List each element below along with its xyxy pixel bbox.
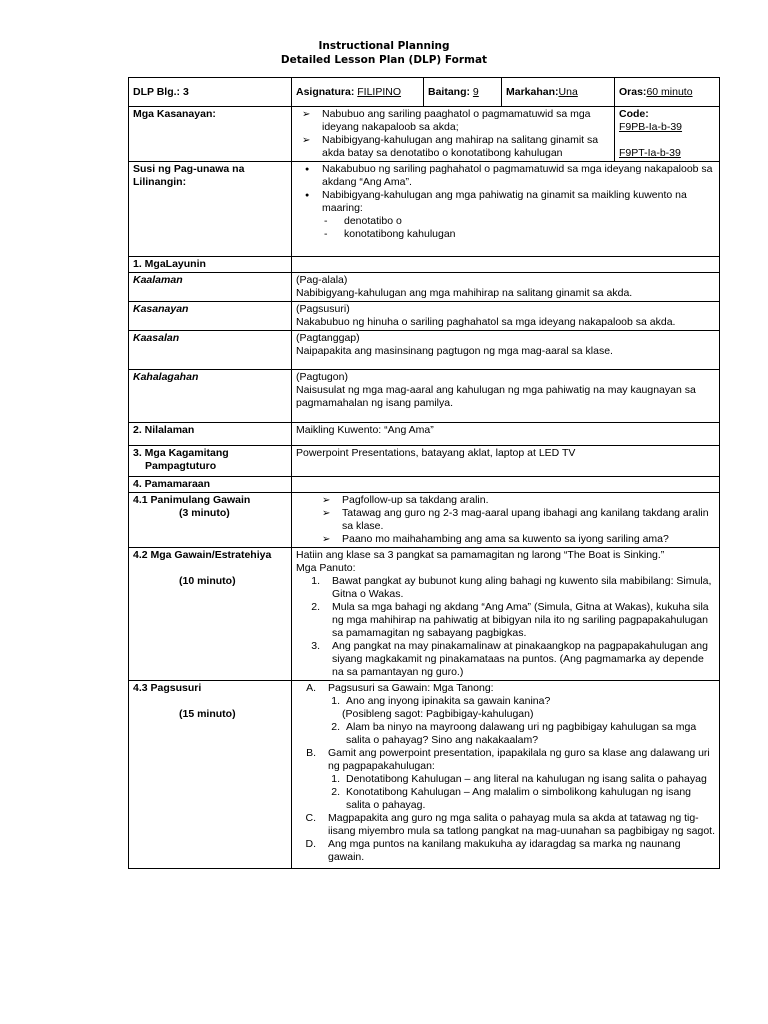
kagamitan-label-2: Pampagtuturo	[145, 460, 217, 472]
gawain-time: (10 minuto)	[179, 575, 236, 587]
item-letter: A.	[306, 682, 316, 694]
layunin-label: 1. MgaLayunin	[129, 257, 292, 273]
pagsusuri-time: (15 minuto)	[179, 708, 236, 720]
susi-item: ● Nabibigyang-kahulugan ang mga pahiwatig na ginamit sa maikling kuwento na maaring:	[322, 189, 715, 215]
oras-label: Oras:	[619, 85, 647, 98]
document-subtitle: Detailed Lesson Plan (DLP) Format	[280, 54, 488, 66]
kagamitan-label-1: 3. Mga Kagamitang	[133, 447, 229, 459]
step-number: 3.	[311, 640, 320, 652]
dlp-table	[128, 77, 720, 869]
panimula-row	[129, 493, 720, 548]
gawain-content	[292, 548, 720, 681]
markahan-cell	[502, 78, 615, 107]
pamamaraan-empty	[292, 477, 720, 493]
markahan-label: Markahan:	[506, 85, 559, 98]
baitang-cell	[424, 78, 502, 107]
code-cell	[615, 107, 720, 162]
kagamitan-row	[129, 446, 720, 477]
header-row	[129, 78, 720, 107]
step-text: Bawat pangkat ay bubunot kung aling bahagi ng kuwento sila mabibilang: Simula, Gitna o Wakas.	[332, 575, 712, 600]
gawain-label: 4.2 Mga Gawain/Estratehiya	[133, 549, 272, 561]
oras-cell	[615, 78, 720, 107]
pagsusuri-item-b	[296, 747, 715, 773]
susi-content	[292, 162, 720, 257]
layunin-text: Nabibigyang-kahulugan ang mga mahihirap na salitang ginamit sa akda.	[296, 287, 633, 299]
pagsusuri-label-cell	[129, 681, 292, 869]
susi-item: ● Nakabubuo ng sariling paghahatol o pagmamatuwid sa mga ideyang nakapaloob sa akdang “Ang Ama”.	[322, 163, 715, 189]
layunin-row	[129, 302, 720, 331]
gawain-panuto: Mga Panuto:	[296, 562, 356, 574]
susi-subitem: - konotatibong kahulugan	[344, 228, 715, 241]
layunin-tag: (Pagsusuri)	[296, 303, 350, 315]
layunin-text: Naipapakita ang masinsinang pagtugon ng mga mag-aaral sa klase.	[296, 345, 613, 357]
item-text: Pagsusuri sa Gawain: Mga Tanong:	[328, 682, 494, 694]
item-text: Magpapakita ang guro ng mga salita o pahayag mula sa akda at tatawag ng tig-iisang miyembro mula sa tatlong pangkat na mag-uunahan sa pagbibigay ng sagot.	[328, 812, 715, 837]
layunin-row-label: Kaalaman	[129, 273, 292, 302]
code-2: F9PT-Ia-b-39	[619, 147, 681, 159]
layunin-row	[129, 331, 720, 370]
baitang-value: 9	[472, 85, 479, 98]
item-text: Ano ang inyong ipinakita sa gawain kanina?	[346, 695, 551, 707]
item-number: 1.	[331, 695, 340, 707]
item-number: 1.	[331, 773, 340, 785]
kasanayan-item: ➢ Nabubuo ang sariling paaghatol o pagmamatuwid sa mga ideyang nakapaloob sa akda;	[322, 108, 610, 134]
layunin-tag: (Pagtugon)	[296, 371, 348, 383]
layunin-row-content	[292, 370, 720, 423]
nilalaman-label: 2. Nilalaman	[129, 423, 292, 446]
panimula-time: (3 minuto)	[179, 507, 230, 519]
pagsusuri-item-a2	[296, 721, 715, 747]
step-text: Mula sa mga bahagi ng akdang “Ang Ama” (Simula, Gitna at Wakas), kukuha sila ng mga mahihirap na pahiwatig at bibigyan nila ito ng sariling pagpapakahulugan sa pamamagitan ng sabayang pagbigkas.	[332, 601, 709, 639]
gawain-row	[129, 548, 720, 681]
panimula-label: 4.1 Panimulang Gawain	[133, 494, 251, 506]
item-text: Alam ba ninyo na mayroong dalawang uri ng pagbibigay kahulugan sa mga salita o pahayag? Sino ang nakakaalam?	[346, 721, 697, 746]
step-text: Ang pangkat na may pinakamalinaw at pinakaangkop na pagpapakahulugan ang siyang magkakamit ng pinakamataas na puntos. (Ang pagmamarka ay depende na sa pamantayan ng guro.)	[332, 640, 708, 678]
pagsusuri-content	[292, 681, 720, 869]
code-1: F9PB-Ia-b-39	[619, 121, 683, 133]
pagsusuri-item-b2	[296, 786, 715, 812]
step-number: 1.	[311, 575, 320, 587]
kagamitan-value: Powerpoint Presentations, batayang aklat, laptop at LED TV	[292, 446, 720, 477]
layunin-row-content	[292, 273, 720, 302]
layunin-row-label: Kahalagahan	[129, 370, 292, 423]
layunin-row	[129, 273, 720, 302]
kasanayan-row	[129, 107, 720, 162]
kasanayan-content	[292, 107, 615, 162]
code-label: Code:	[619, 108, 649, 120]
susi-label: Susi ng Pag-unawa na Lilinangin:	[129, 162, 292, 257]
oras-value: 60 minuto	[646, 85, 693, 98]
layunin-header-row	[129, 257, 720, 273]
asignatura-label: Asignatura:	[296, 85, 355, 98]
susi-row	[129, 162, 720, 257]
gawain-step	[296, 601, 715, 640]
item-text: Konotatibong Kahulugan – Ang malalim o simbolikong kahulugan ng isang salita o pahayag.	[346, 786, 691, 811]
step-number: 2.	[311, 601, 320, 613]
kagamitan-label	[129, 446, 292, 477]
asignatura-value: FILIPINO	[357, 85, 402, 98]
nilalaman-value: Maikling Kuwento: “Ang Ama”	[292, 423, 720, 446]
asignatura-cell	[292, 78, 424, 107]
layunin-row	[129, 370, 720, 423]
gawain-label-cell	[129, 548, 292, 681]
item-text: Gamit ang powerpoint presentation, ipapakilala ng guro sa klase ang dalawang uri ng pagpapakahulugan:	[328, 747, 710, 772]
pagsusuri-item-c	[296, 812, 715, 838]
panimula-label-cell	[129, 493, 292, 548]
pagsusuri-item-a	[296, 682, 715, 695]
panimula-list	[296, 494, 715, 546]
panimula-item: ➢ Tatawag ang guro ng 2-3 mag-aaral upang ibahagi ang kanilang takdang aralin sa klase.	[342, 507, 715, 533]
kasanayan-item: ➢ Nabibigyang-kahulugan ang mahirap na salitang ginamit sa akda batay sa denotatibo o konotatibong kahulugan	[322, 134, 610, 160]
dlp-number: DLP Blg.: 3	[129, 78, 292, 107]
document-title: Instructional Planning	[318, 40, 450, 52]
item-letter: B.	[306, 747, 316, 759]
layunin-empty	[292, 257, 720, 273]
item-letter: D.	[305, 838, 316, 850]
panimula-item: ➢ Pagfollow-up sa takdang aralin.	[342, 494, 715, 507]
layunin-tag: (Pag-alala)	[296, 274, 348, 286]
layunin-text: Naisusulat ng mga mag-aaral ang kahulugan ng mga pahiwatig na may kaugnayan sa pagmamahalan ng isang pamilya.	[296, 384, 696, 409]
nilalaman-row	[129, 423, 720, 446]
layunin-row-content	[292, 302, 720, 331]
item-text: Denotatibong Kahulugan – ang literal na kahulugan ng isang salita o pahayag	[346, 773, 707, 785]
layunin-row-label: Kasanayan	[129, 302, 292, 331]
pagsusuri-row	[129, 681, 720, 869]
item-text: Ang mga puntos na kanilang makukuha ay idaragdag sa marka ng naunang gawain.	[328, 838, 681, 863]
pagsusuri-label: 4.3 Pagsusuri	[133, 682, 202, 694]
panimula-item: ➢ Paano mo maihahambing ang ama sa kuwento sa iyong sariling ama?	[342, 533, 715, 546]
item-letter: C.	[305, 812, 316, 824]
kasanayan-list	[296, 108, 610, 160]
markahan-value: Una	[558, 85, 578, 98]
gawain-step	[296, 575, 715, 601]
item-number: 2.	[331, 721, 340, 733]
layunin-tag: (Pagtanggap)	[296, 332, 360, 344]
baitang-label: Baitang:	[428, 85, 470, 98]
kasanayan-label: Mga Kasanayan:	[129, 107, 292, 162]
layunin-row-content	[292, 331, 720, 370]
item-number: 2.	[331, 786, 340, 798]
pagsusuri-item-d	[296, 838, 715, 864]
pagsusuri-item-b1	[296, 773, 715, 786]
susi-sublist	[296, 215, 715, 241]
panimula-content	[292, 493, 720, 548]
pagsusuri-answer: (Posibleng sagot: Pagbibigay-kahulugan)	[342, 708, 534, 720]
susi-list	[296, 163, 715, 215]
pamamaraan-row	[129, 477, 720, 493]
susi-subitem: - denotatibo o	[344, 215, 715, 228]
pagsusuri-item-a1	[296, 695, 715, 708]
layunin-row-label: Kaasalan	[129, 331, 292, 370]
pamamaraan-label: 4. Pamamaraan	[129, 477, 292, 493]
layunin-text: Nakabubuo ng hinuha o sariling paghahatol sa mga ideyang nakapaloob sa akda.	[296, 316, 676, 328]
gawain-step	[296, 640, 715, 679]
gawain-intro: Hatiin ang klase sa 3 pangkat sa pamamagitan ng larong “The Boat is Sinking.”	[296, 549, 665, 561]
